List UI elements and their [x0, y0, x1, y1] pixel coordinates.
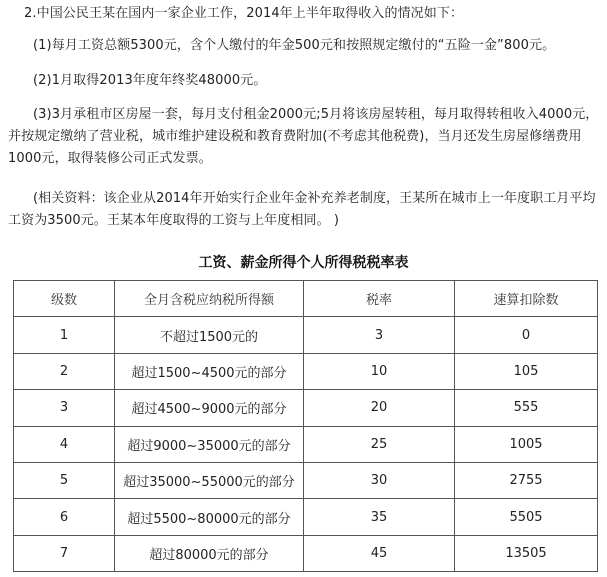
header-level: 级数 — [14, 281, 115, 317]
cell-quick-deduction: 105 — [455, 353, 598, 389]
cell-level: 2 — [14, 353, 115, 389]
cell-level: 1 — [14, 317, 115, 353]
cell-level: 7 — [14, 535, 115, 571]
cell-taxable-income: 超过80000元的部分 — [115, 535, 304, 571]
table-row — [14, 462, 598, 498]
cell-level: 4 — [14, 426, 115, 462]
table-row — [14, 499, 598, 535]
question-item-2: (2)1月取得2013年度年终奖48000元。 — [33, 73, 267, 88]
cell-level: 5 — [14, 462, 115, 498]
header-taxable-income: 全月含税应纳税所得额 — [115, 281, 304, 317]
question-intro: 2.中国公民王某在国内一家企业工作，2014年上半年取得收入的情况如下： — [24, 6, 464, 21]
table-row — [14, 426, 598, 462]
question-item-3: (3)3月承租市区房屋一套，每月支付租金2000元;5月将该房屋转租，每月取得转租收入4000元，并按规定缴纳了营业税，城市维护建设税和教育费附加(不考虑其他税费)，当月还发生房屋修缮费用1000元，取得装修公司正式发票。 — [8, 107, 599, 166]
cell-tax-rate: 30 — [304, 462, 455, 498]
cell-quick-deduction: 0 — [455, 317, 598, 353]
table-row — [14, 390, 598, 426]
cell-taxable-income: 超过5500~80000元的部分 — [115, 499, 304, 535]
table-title: 工资、薪金所得个人所得税税率表 — [198, 255, 409, 271]
table-header-row — [14, 281, 598, 317]
cell-taxable-income: 超过1500~4500元的部分 — [115, 353, 304, 389]
cell-taxable-income: 超过9000~35000元的部分 — [115, 426, 304, 462]
cell-level: 3 — [14, 390, 115, 426]
cell-tax-rate: 25 — [304, 426, 455, 462]
cell-tax-rate: 20 — [304, 390, 455, 426]
cell-tax-rate: 45 — [304, 535, 455, 571]
cell-quick-deduction: 1005 — [455, 426, 598, 462]
cell-quick-deduction: 13505 — [455, 535, 598, 571]
tax-rate-table — [13, 280, 598, 572]
cell-quick-deduction: 555 — [455, 390, 598, 426]
cell-quick-deduction: 5505 — [455, 499, 598, 535]
cell-tax-rate: 10 — [304, 353, 455, 389]
table-row — [14, 535, 598, 571]
header-quick-deduction: 速算扣除数 — [455, 281, 598, 317]
cell-taxable-income: 超过4500~9000元的部分 — [115, 390, 304, 426]
header-tax-rate: 税率 — [304, 281, 455, 317]
table-row — [14, 317, 598, 353]
cell-tax-rate: 3 — [304, 317, 455, 353]
cell-taxable-income: 超过35000~55000元的部分 — [115, 462, 304, 498]
cell-tax-rate: 35 — [304, 499, 455, 535]
table-row — [14, 353, 598, 389]
cell-level: 6 — [14, 499, 115, 535]
cell-taxable-income: 不超过1500元的 — [115, 317, 304, 353]
question-note: (相关资料：该企业从2014年开始实行企业年金补充养老制度，王某所在城市上一年度职工月平均工资为3500元。王某本年度取得的工资与上年度相同。 ) — [8, 191, 596, 228]
question-item-1: (1)每月工资总额5300元，含个人缴付的年金500元和按照规定缴付的“五险一金”800元。 — [33, 38, 556, 53]
cell-quick-deduction: 2755 — [455, 462, 598, 498]
